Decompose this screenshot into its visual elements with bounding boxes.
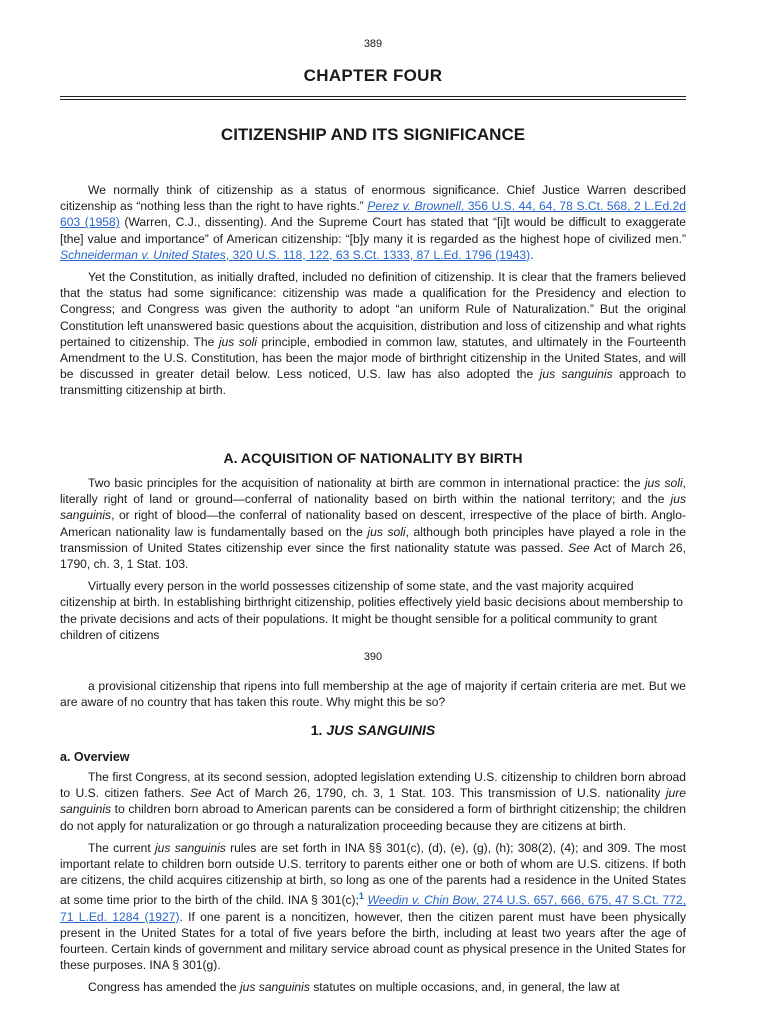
case-citation-link[interactable]: Schneiderman v. United States, 320 U.S. 118, 122, 63 S.Ct. 1333, 87 L.Ed. 1796 (1943)	[60, 247, 531, 262]
section-heading: A. ACQUISITION OF NATIONALITY BY BIRTH	[223, 450, 523, 466]
section-a-paragraph-2: Virtually every person in the world possesses citizenship of some state, and the vast majority acquired citizenship at birth. In establishing birthright citizenship, polities effectively yield basic decisions about membership to the private decisions and acts of their populations. It might be thought sensible for a political community to grant children of citizens	[60, 579, 683, 642]
page-number: 389	[363, 38, 383, 50]
chapter-title: CITIZENSHIP AND ITS SIGNIFICANCE	[220, 125, 526, 144]
overview-heading: a. Overview	[60, 750, 130, 764]
overview-paragraph-1: The first Congress, at its second session, adopted legislation extending U.S. citizenship to children born abroad to U.S. citizen fathers. See Act of March 26, 1790, ch. 3, 1 Stat. 103. This transmission of U.S. nationality jure sanguinis to children born abroad to American parents can be considered a form of birthright citizenship; the children do not apply for naturalization or go through a naturalization proceeding because they are citizens at birth.	[60, 770, 686, 833]
section-1	[60, 722, 686, 1002]
section-a-paragraph-1: Two basic principles for the acquisition of nationality at birth are common in international practice: the jus soli, literally right of land or ground—conferral of nationality based on birth within the national territory; and the jus sanguinis, or right of blood—the conferral of nationality based on descent, irrespective of the place of birth. Anglo-American nationality law is fundamentally based on the jus soli, although both principles have played a role in the transmission of United States citizenship ever since the first nationality statute was passed. See Act of March 26, 1790, ch. 3, 1 Stat. 103.	[60, 476, 687, 572]
page-number: 390	[363, 651, 383, 663]
intro-paragraph-2: Yet the Constitution, as initially drafted, included no definition of citizenship. It is clear that the framers believed that the status had some significance: citizenship was made a qualification for the Presidency and election to Congress; and Congress was given the authority to adopt “an uniform Rule of Naturalization.” But the original Constitution left unanswered basic questions about the acquisition, distribution and loss of citizenship and what rights pertained to citizenship. The jus soli principle, embodied in common law, statutes, and ultimately in the Fourteenth Amendment to the U.S. Constitution, has been the major mode of birthright citizenship in the United States, and will be discussed in greater detail below. Less noticed, U.S. law has also adopted the jus sanguinis approach to transmitting citizenship at birth.	[60, 270, 686, 398]
subsection-heading: 1. JUS SANGUINIS	[310, 722, 436, 738]
overview-paragraph-3: Congress has amended the jus sanguinis statutes on multiple occasions, and, in general, the law at	[88, 980, 620, 995]
chapter-heading: CHAPTER FOUR	[303, 66, 443, 85]
section-a	[60, 450, 686, 649]
case-citation-link[interactable]: Weedin v. Chin Bow, 274 U.S. 657, 666, 675, 47 S.Ct. 772, 71 L.Ed. 1284 (1927)	[60, 893, 686, 924]
section-a-continued	[60, 678, 686, 716]
case-citation-link[interactable]: Perez v. Brownell, 356 U.S. 44, 64, 78 S.Ct. 568, 2 L.Ed.2d 603 (1958)	[60, 199, 686, 230]
overview-paragraph-2: The current jus sanguinis rules are set forth in INA §§ 301(c), (d), (e), (g), (h); 308(2), (4); and 309. The most important relate to children born outside U.S. territory to parents either one or both of whom are U.S. citizens. If both are citizens, the child acquires citizenship at birth, so long as one of the parents had a residence in the United States at some time prior to the birth of the child. INA § 301(c);$^1$ Weedin v. Chin Bow, 274 U.S. 657, 666, 675, 47 S.Ct. 772, 71 L.Ed. 1284 (1927). If one parent is a noncitizen, however, then the citizen parent must have been physically present in the United States for a total of five years before the birth, including at least two years after the age of fourteen. Certain kinds of government and military service abroad count as physical presence in the United States for these purposes. INA § 301(g).	[60, 840, 686, 973]
footnote-link[interactable]: 1	[358, 891, 364, 902]
heading-rule	[60, 96, 686, 100]
intro-section	[60, 182, 686, 405]
intro-paragraph-1: We normally think of citizenship as a status of enormous significance. Chief Justice Warren described citizenship as “nothing less than the right to have rights.” Perez v. Brownell, 356 U.S. 44, 64, 78 S.Ct. 568, 2 L.Ed.2d 603 (1958) (Warren, C.J., dissenting). And the Supreme Court has stated that “[i]t would be difficult to exaggerate [the] value and importance” of American citizenship: “[b]y many it is regarded as the highest hope of civilized men.” Schneiderman v. United States, 320 U.S. 118, 122, 63 S.Ct. 1333, 87 L.Ed. 1796 (1943).	[60, 183, 687, 262]
section-a-paragraph-3: a provisional citizenship that ripens into full membership at the age of majority if certain criteria are met. But we are aware of no country that has taken this route. Why might this be so?	[60, 679, 686, 710]
